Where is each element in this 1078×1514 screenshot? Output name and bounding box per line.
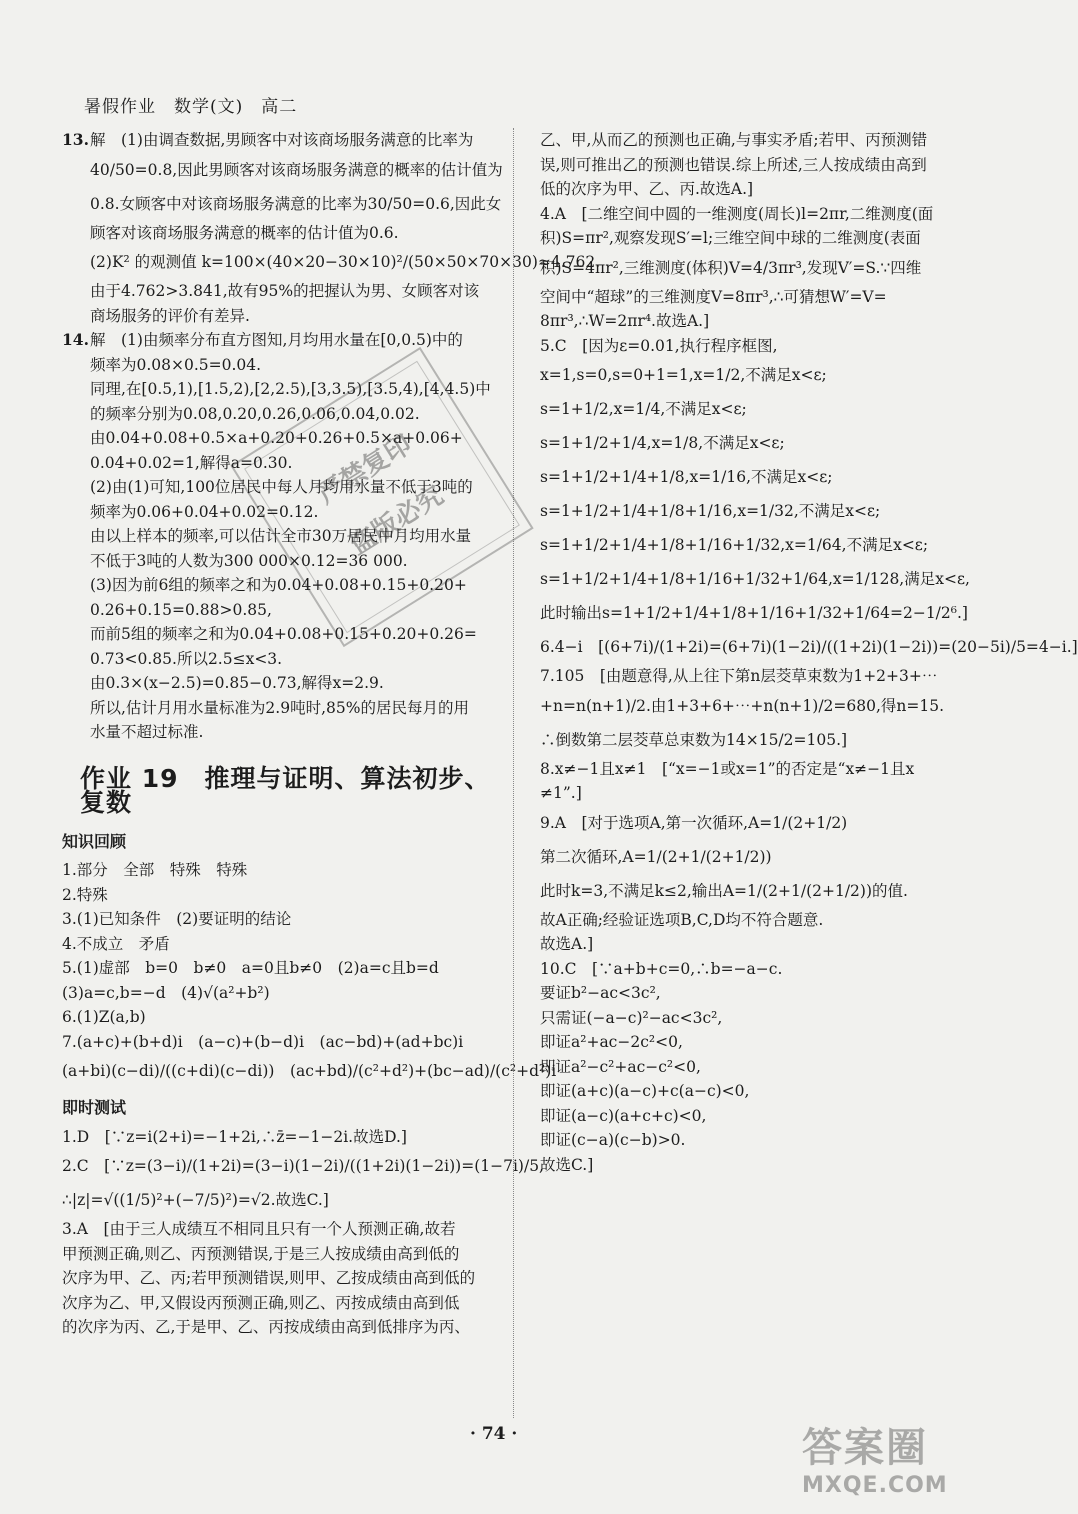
answer-line: 即证a²+ac−2c²<0, (540, 1033, 683, 1051)
page-number: · 74 · (470, 1424, 518, 1444)
problem-text: 0.8.女顾客中对该商场服务满意的比率为30/50=0.6,因此女 (90, 194, 502, 213)
quiz-item: ∴|z|=√((1/5)²+(−7/5)²)=√2.故选C.] (62, 1191, 329, 1209)
text-line (62, 153, 502, 187)
watermark-logo: 答案圈 (802, 1425, 928, 1471)
answer-line: 只需证(−a−c)²−ac<3c², (540, 1008, 723, 1027)
answer-line: 5.C [因为ε=0.01,执行程序框图, (540, 336, 778, 355)
problem-text: 顾客对该商场服务满意的概率的估计值为0.6. (90, 223, 399, 242)
problem-text: 0.26+0.15=0.88>0.85, (90, 600, 272, 619)
section-title: 作业 19 推理与证明、算法初步、复数 (80, 763, 491, 817)
text-line (62, 128, 502, 153)
text-line (62, 475, 502, 500)
stamp-line: 严禁复印 (312, 429, 418, 511)
answer-line: s=1+1/2+1/4+1/8+1/16+1/32,x=1/64,不满足x<ε; (540, 536, 929, 554)
problem-text: 解 (1)由频率分布直方图知,月均用水量在[0,0.5)中的 (90, 331, 463, 349)
knowledge-item: 5.(1)虚部 b=0 b≠0 a=0且b≠0 (2)a=c且b=d (62, 959, 439, 977)
text-line (62, 245, 601, 279)
text-line (62, 622, 502, 647)
problem-text: 由0.3×(x−2.5)=0.85−0.73,解得x=2.9. (90, 674, 384, 692)
answer-line: +n=n(n+1)/2.由1+3+6+⋯+n(n+1)/2=680,得n=15. (540, 696, 945, 715)
problem-text: 由以上样本的频率,可以估计全市30万居民中月均用水量 (90, 527, 472, 545)
text-line (62, 279, 502, 304)
problem-text: 40/50=0.8,因此男顾客对该商场服务满意的概率的估计值为 (90, 160, 503, 179)
problem-text: 而前5组的频率之和为0.04+0.08+0.15+0.20+0.26= (90, 625, 477, 643)
answer-line: 8.x≠−1且x≠1 [“x=−1或x=1”的否定是“x≠−1且x (540, 759, 915, 778)
answer-line: 空间中“超球”的三维测度V=8πr³,∴可猜想W′=V= (540, 287, 887, 306)
page-header: 暑假作业 数学(文) 高二 (84, 97, 298, 117)
quiz-item: 3.A [由于三人成绩互不相同且只有一个人预测正确,故若 (62, 1220, 456, 1238)
problem-text: 水量不超过标准. (90, 723, 204, 741)
text-line (62, 549, 502, 574)
text-line (62, 328, 502, 353)
knowledge-item: 6.(1)Z(a,b) (62, 1008, 146, 1026)
answer-line: s=1+1/2+1/4+1/8+1/16,x=1/32,不满足x<ε; (540, 502, 881, 520)
text-line (62, 524, 502, 549)
answer-line: 此时输出s=1+1/2+1/4+1/8+1/16+1/32+1/64=2−1/2⁶.] (540, 604, 968, 622)
answer-line: 7.105 [由题意得,从上往下第n层茭草束数为1+2+3+⋯ (540, 667, 938, 685)
answer-line: ∴倒数第二层茭草总束数为14×15/2=105.] (540, 730, 848, 749)
problem-text: 频率为0.08×0.5=0.04. (90, 355, 262, 374)
column-divider (513, 128, 514, 1418)
problem-text: 同理,在[0.5,1),[1.5,2),[2,2.5),[3,3.5),[3.5,4),[4,4.5)中 (90, 380, 491, 398)
answer-line: 误,则可推出乙的预测也错误.综上所述,三人按成绩由高到 (540, 155, 927, 174)
problem-text: 解 (1)由调查数据,男顾客中对该商场服务满意的比率为 (90, 131, 474, 149)
text-line (62, 377, 502, 402)
answer-line: 即证(c−a)(c−b)>0. (540, 1131, 686, 1149)
stamp-line: 盗版必究 (344, 480, 449, 562)
site-watermark (802, 1416, 972, 1498)
answer-line: 此时k=3,不满足k≤2,输出A=1/(2+1/(2+1/2))的值. (540, 881, 908, 900)
answer-line: 即证(a−c)(a+c+c)<0, (540, 1106, 707, 1125)
knowledge-item: 4.不成立 矛盾 (62, 934, 170, 953)
answer-line: 4.A [二维空间中圆的一维测度(周长)l=2πr,二维测度(面 (540, 204, 934, 223)
problem-number: 13. (62, 130, 89, 149)
problem-text: 商场服务的评价有差异. (90, 306, 250, 325)
answer-line: s=1+1/2+1/4,x=1/8,不满足x<ε; (540, 434, 785, 452)
quiz-item: 2.C [∵z=(3−i)/(1+2i)=(3−i)(1−2i)/((1+2i)(1−2i))=(1−7i)/5, (62, 1157, 544, 1175)
answer-line: 8πr³,∴W=2πr⁴.故选A.] (540, 312, 710, 330)
knowledge-review-title: 知识回顾 (62, 831, 127, 851)
problem-text: 由于4.762>3.841,故有95%的把握认为男、女顾客对该 (90, 282, 480, 300)
text-line (62, 402, 502, 427)
knowledge-item: (a+bi)(c−di)/((c+di)(c−di)) (ac+bd)/(c²+d²)+(bc−ad)/(c²+d²)i (62, 1062, 557, 1080)
answer-line: 9.A [对于选项A,第一次循环,A=1/(2+1/2) (540, 813, 848, 832)
text-line (62, 304, 502, 329)
quiz-item: 次序为甲、乙、丙;若甲预测错误,则甲、乙按成绩由高到低的 (62, 1269, 476, 1287)
problem-text: 频率为0.06+0.04+0.02=0.12. (90, 502, 319, 521)
problem-text: (3)因为前6组的频率之和为0.04+0.08+0.15+0.20+ (90, 576, 467, 594)
answer-line: x=1,s=0,s=0+1=1,x=1/2,不满足x<ε; (540, 366, 827, 384)
quiz-item: 次序为乙、甲,又假设丙预测正确,则乙、丙按成绩由高到低 (62, 1293, 460, 1312)
answer-line: 故选C.] (540, 1155, 594, 1174)
answers-list (540, 128, 1078, 1177)
answer-line: 故A正确;经验证选项B,C,D均不符合题意. (540, 910, 824, 929)
answer-line: 故选A.] (540, 935, 594, 953)
answer-line: s=1+1/2+1/4+1/8+1/16+1/32+1/64,x=1/128,满足x<ε, (540, 570, 970, 588)
knowledge-item: 7.(a+c)+(b+d)i (a−c)+(b−d)i (ac−bd)+(ad+bc)i (62, 1032, 464, 1051)
problem-text: 所以,估计月用水量标准为2.9吨时,85%的居民每月的用 (90, 698, 469, 717)
text-line (62, 451, 502, 476)
quiz-item: 1.D [∵z=i(2+i)=−1+2i,∴z̄=−1−2i.故选D.] (62, 1127, 407, 1146)
answer-line: 乙、甲,从而乙的预测也正确,与事实矛盾;若甲、丙预测错 (540, 131, 928, 149)
problem-text: 由0.04+0.08+0.5×a+0.20+0.26+0.5×a+0.06+ (90, 429, 463, 447)
answer-line: 低的次序为甲、乙、丙.故选A.] (540, 180, 754, 198)
answer-line: 要证b²−ac<3c², (540, 984, 661, 1002)
text-line (62, 647, 502, 672)
quiz-item: 的次序为丙、乙,于是甲、乙、丙按成绩由高到低排序为丙、 (62, 1318, 470, 1336)
answer-line: ≠1”.] (540, 784, 582, 802)
knowledge-item: 3.(1)已知条件 (2)要证明的结论 (62, 910, 292, 928)
text-line (62, 500, 502, 525)
answer-line: 10.C [∵a+b+c=0,∴b=−a−c. (540, 959, 783, 978)
text-line (62, 720, 502, 745)
answer-line: 即证(a+c)(a−c)+c(a−c)<0, (540, 1082, 750, 1100)
answer-line: 即证a²−c²+ac−c²<0, (540, 1057, 701, 1076)
text-line (62, 598, 502, 623)
text-line (62, 671, 502, 696)
watermark-url: MXQE.COM (802, 1473, 948, 1498)
quick-test-list (62, 1125, 544, 1340)
text-line (62, 353, 502, 378)
knowledge-item: 2.特殊 (62, 885, 108, 904)
text-line (62, 187, 502, 221)
problem-text: 0.04+0.02=1,解得a=0.30. (90, 453, 293, 472)
knowledge-review-list (62, 858, 557, 1088)
problem-number: 14. (62, 330, 89, 349)
answer-line: 积)S=4πr²,三维测度(体积)V=4/3πr³,发现V′=S.∵四维 (540, 258, 922, 277)
answer-line: s=1+1/2,x=1/4,不满足x<ε; (540, 400, 747, 418)
answer-line: s=1+1/2+1/4+1/8,x=1/16,不满足x<ε; (540, 468, 833, 486)
problem-text: (2)K² 的观测值 k=100×(40×20−30×10)²/(50×50×70×30)≈4.762. (90, 253, 601, 271)
problem-text: 0.73<0.85.所以2.5≤x<3. (90, 649, 283, 668)
answer-line: 6.4−i [(6+7i)/(1+2i)=(6+7i)(1−2i)/((1+2i)(1−2i))=(20−5i)/5=4−i.] (540, 638, 1078, 656)
quick-test-title: 即时测试 (62, 1098, 127, 1117)
right-column (540, 128, 1078, 1177)
answer-line: 第二次循环,A=1/(2+1/(2+1/2)) (540, 847, 772, 866)
answer-line: 积)S=πr²,观察发现S′=l;三维空间中球的二维测度(表面 (540, 229, 921, 247)
knowledge-item: (3)a=c,b=−d (4)√(a²+b²) (62, 983, 270, 1002)
text-line (62, 573, 502, 598)
problem-text: 的频率分别为0.08,0.20,0.26,0.06,0.04,0.02. (90, 404, 420, 423)
problem-text: (2)由(1)可知,100位居民中每人月均用水量不低于3吨的 (90, 478, 473, 496)
solutions-13-14 (62, 128, 601, 745)
text-line (62, 426, 502, 451)
quiz-item: 甲预测正确,则乙、丙预测错误,于是三人按成绩由高到低的 (62, 1244, 460, 1263)
text-line (62, 696, 502, 721)
problem-text: 不低于3吨的人数为300 000×0.12=36 000. (90, 551, 408, 570)
knowledge-item: 1.部分 全部 特殊 特殊 (62, 861, 248, 879)
text-line (62, 221, 502, 246)
